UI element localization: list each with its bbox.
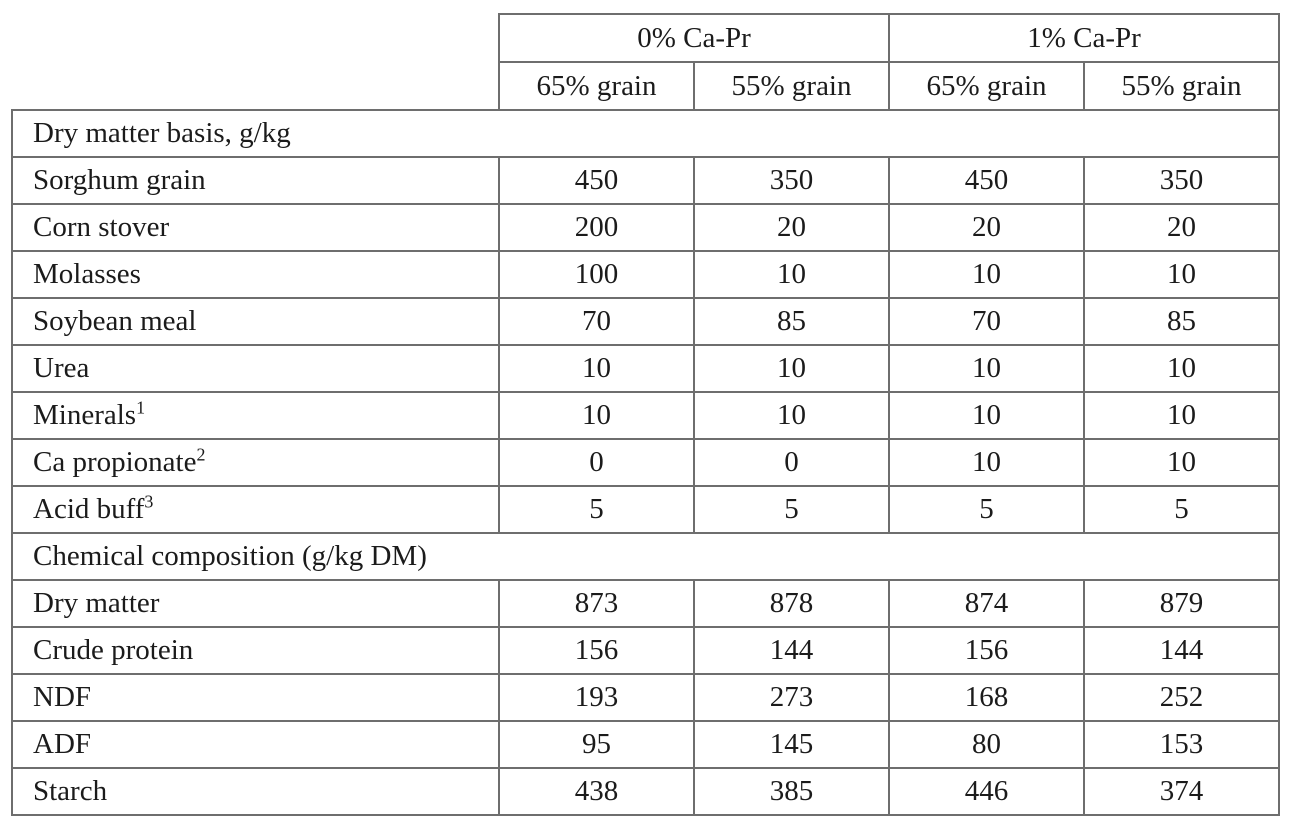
column-subheader: 65% grain	[499, 62, 694, 110]
row-label	[12, 721, 499, 768]
cell-value: 450	[889, 157, 1084, 204]
section-header-row	[12, 533, 1279, 580]
table-row	[12, 157, 1279, 204]
row-label-text: Ca propionate	[33, 446, 197, 478]
cell-value: 0	[694, 439, 889, 486]
header-stub-blank	[12, 14, 499, 62]
section-title: Chemical composition (g/kg DM)	[12, 533, 1279, 580]
cell-value: 874	[889, 580, 1084, 627]
row-label	[12, 674, 499, 721]
cell-value: 70	[499, 298, 694, 345]
column-subheader: 55% grain	[1084, 62, 1279, 110]
row-label-text: Crude protein	[33, 634, 194, 666]
cell-value: 168	[889, 674, 1084, 721]
cell-value: 144	[694, 627, 889, 674]
cell-value: 144	[1084, 627, 1279, 674]
cell-value: 273	[694, 674, 889, 721]
cell-value: 10	[889, 345, 1084, 392]
cell-value: 450	[499, 157, 694, 204]
cell-value: 350	[694, 157, 889, 204]
cell-value: 70	[889, 298, 1084, 345]
row-label	[12, 157, 499, 204]
row-label-text: Starch	[33, 775, 108, 807]
cell-value: 80	[889, 721, 1084, 768]
footnote-marker: 1	[136, 397, 146, 418]
table-row	[12, 627, 1279, 674]
cell-value: 5	[889, 486, 1084, 533]
table-row	[12, 345, 1279, 392]
cell-value: 10	[694, 345, 889, 392]
footnote-marker: 2	[196, 444, 206, 465]
table-row	[12, 251, 1279, 298]
row-label-text: Dry matter	[33, 587, 160, 619]
cell-value: 10	[889, 251, 1084, 298]
row-label	[12, 486, 499, 533]
table-row	[12, 768, 1279, 815]
table-row	[12, 204, 1279, 251]
row-label	[12, 345, 499, 392]
cell-value: 153	[1084, 721, 1279, 768]
table-row	[12, 486, 1279, 533]
cell-value: 156	[499, 627, 694, 674]
row-label-text: Corn stover	[33, 211, 170, 243]
section-header-row	[12, 110, 1279, 157]
cell-value: 10	[1084, 392, 1279, 439]
header-group-row	[12, 14, 1279, 62]
cell-value: 446	[889, 768, 1084, 815]
cell-value: 10	[1084, 251, 1279, 298]
row-label-text: Urea	[33, 352, 90, 384]
cell-value: 5	[1084, 486, 1279, 533]
cell-value: 10	[694, 392, 889, 439]
cell-value: 10	[1084, 439, 1279, 486]
cell-value: 95	[499, 721, 694, 768]
row-label-text: Molasses	[33, 258, 141, 290]
cell-value: 374	[1084, 768, 1279, 815]
cell-value: 10	[889, 439, 1084, 486]
cell-value: 5	[499, 486, 694, 533]
cell-value: 20	[889, 204, 1084, 251]
column-group-1pct-capr: 1% Ca-Pr	[889, 14, 1279, 62]
cell-value: 0	[499, 439, 694, 486]
cell-value: 156	[889, 627, 1084, 674]
table-row	[12, 721, 1279, 768]
cell-value: 100	[499, 251, 694, 298]
cell-value: 878	[694, 580, 889, 627]
row-label	[12, 627, 499, 674]
cell-value: 350	[1084, 157, 1279, 204]
column-group-0pct-capr: 0% Ca-Pr	[499, 14, 889, 62]
row-label	[12, 392, 499, 439]
cell-value: 200	[499, 204, 694, 251]
cell-value: 85	[1084, 298, 1279, 345]
cell-value: 20	[1084, 204, 1279, 251]
row-label	[12, 439, 499, 486]
cell-value: 438	[499, 768, 694, 815]
row-label	[12, 204, 499, 251]
table-row	[12, 439, 1279, 486]
cell-value: 10	[1084, 345, 1279, 392]
column-subheader: 65% grain	[889, 62, 1084, 110]
cell-value: 385	[694, 768, 889, 815]
row-label	[12, 298, 499, 345]
cell-value: 193	[499, 674, 694, 721]
table-row	[12, 580, 1279, 627]
footnote-marker: 3	[144, 491, 154, 512]
cell-value: 10	[694, 251, 889, 298]
row-label-text: Minerals	[33, 399, 137, 431]
table-row	[12, 392, 1279, 439]
row-label	[12, 251, 499, 298]
section-title: Dry matter basis, g/kg	[12, 110, 1279, 157]
row-label-text: Sorghum grain	[33, 164, 206, 196]
cell-value: 145	[694, 721, 889, 768]
row-label-text: Soybean meal	[33, 305, 197, 337]
cell-value: 10	[889, 392, 1084, 439]
row-label-text: ADF	[33, 728, 92, 760]
column-subheader: 55% grain	[694, 62, 889, 110]
cell-value: 85	[694, 298, 889, 345]
row-label	[12, 768, 499, 815]
header-subcolumn-row	[12, 62, 1279, 110]
header-stub-blank	[12, 62, 499, 110]
cell-value: 879	[1084, 580, 1279, 627]
row-label-text: Acid buff	[33, 493, 145, 525]
diet-composition-table	[11, 13, 1280, 816]
cell-value: 252	[1084, 674, 1279, 721]
cell-value: 20	[694, 204, 889, 251]
cell-value: 10	[499, 392, 694, 439]
row-label	[12, 580, 499, 627]
cell-value: 5	[694, 486, 889, 533]
row-label-text: NDF	[33, 681, 92, 713]
cell-value: 10	[499, 345, 694, 392]
cell-value: 873	[499, 580, 694, 627]
table-row	[12, 298, 1279, 345]
table-row	[12, 674, 1279, 721]
